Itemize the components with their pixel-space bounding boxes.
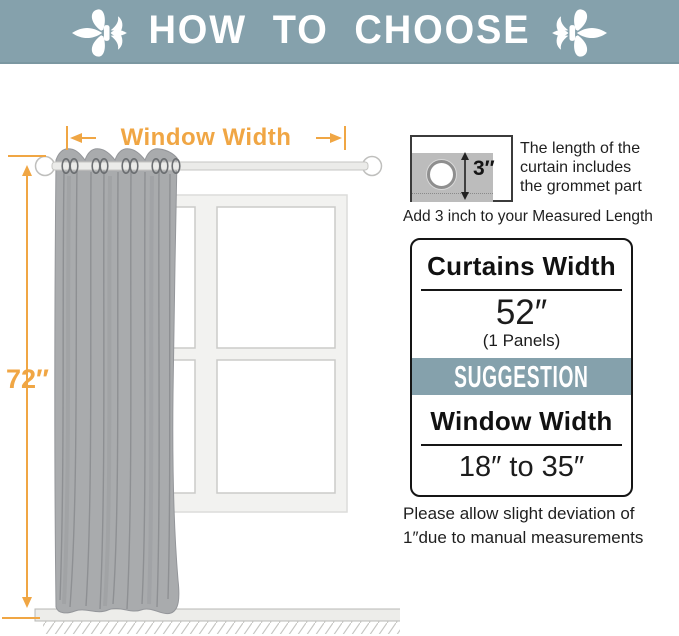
page-title: HOW TO CHOOSE bbox=[148, 8, 531, 52]
size-info-box bbox=[410, 238, 633, 497]
deviation-note: Please allow slight deviation of 1″due to manual measurements bbox=[403, 504, 644, 547]
add-length-note: Add 3 inch to your Measured Length bbox=[403, 208, 653, 225]
curtains-width-value: 52″ bbox=[495, 293, 548, 332]
window-width-range: 18″ to 35″ bbox=[458, 451, 585, 483]
grommet-ring-icon bbox=[427, 160, 456, 189]
fleur-de-lis-right-icon bbox=[551, 5, 607, 61]
floor-graphic bbox=[35, 609, 400, 634]
curtain-window-illustration bbox=[0, 64, 400, 636]
suggestion-label: SUGGESTION bbox=[454, 359, 589, 394]
header-banner bbox=[0, 0, 679, 64]
curtain-length-label: 72″ bbox=[6, 364, 49, 394]
divider bbox=[421, 444, 622, 446]
stitch-dotted-line bbox=[412, 193, 493, 194]
suggestion-banner bbox=[412, 358, 631, 395]
grommet-diagram bbox=[410, 135, 513, 202]
grommet-note: The length of the curtain includes the grommet part bbox=[520, 140, 642, 195]
window-width-label: Window Width bbox=[120, 124, 292, 151]
divider bbox=[421, 289, 622, 291]
measure-arrow-icon bbox=[458, 151, 472, 201]
panels-count: (1 Panels) bbox=[482, 331, 561, 350]
curtain-graphic bbox=[55, 149, 179, 614]
curtains-width-title: Curtains Width bbox=[427, 251, 616, 281]
window-width-title: Window Width bbox=[430, 406, 613, 436]
grommet-measure-label: 3″ bbox=[473, 157, 495, 180]
